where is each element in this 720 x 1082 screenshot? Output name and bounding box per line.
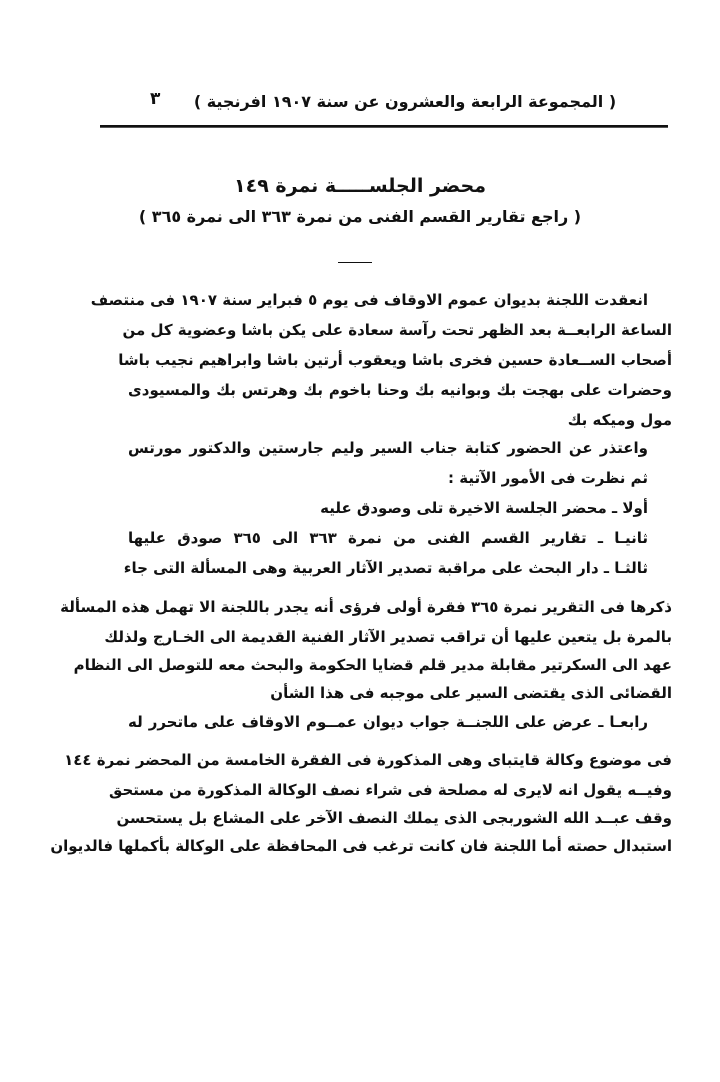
text-line: ذكرها فى التقرير نمرة ٣٦٥ فقرة أولى فرؤى أنه يجدر باللجنة الا تهمل هذه المسألة <box>60 598 672 616</box>
text-line: فى موضوع وكالة قايتباى وهى المذكورة فى الفقرة الخامسة من المحضر نمرة ١٤٤ <box>64 751 672 769</box>
text-line: ثالثـا ـ دار البحث على مراقبة تصدير الآثار العربية وهى المسألة التى جاء <box>123 559 648 577</box>
text-line: مول وميكه بك <box>567 411 672 429</box>
header-rule <box>100 125 668 128</box>
text-line: رابعـا ـ عرض على اللجنــة جواب ديوان عمــوم الاوقاف على ماتحرر له <box>128 713 648 731</box>
title-divider <box>338 262 372 263</box>
page-number: ٣ <box>150 89 161 109</box>
text-line: أصحاب الســعادة حسين فخرى باشا ويعقوب أرتين باشا وابراهيم نجيب باشا <box>118 351 672 369</box>
text-line: بالمرة بل يتعين عليها أن تراقب تصدير الآثار الفنية القديمة الى الخـارج ولذلك <box>104 628 672 646</box>
text-line: الساعة الرابعــة بعد الظهر تحت رآسة سعادة على يكن باشا وعضوية كل من <box>122 321 672 339</box>
text-line: ثم نظرت فى الأمور الآتية : <box>448 469 648 487</box>
running-header: ( المجموعة الرابعة والعشرون عن سنة ١٩٠٧ افرنجية ) <box>193 92 617 111</box>
text-line: استبدال حصته أما اللجنة فان كانت ترغب فى المحافظة على الوكالة بأكملها فالديوان <box>50 837 672 855</box>
text-line: وقف عبــد الله الشوربجى الذى يملك النصف الآخر على المشاع بل يستحسن <box>116 809 672 827</box>
text-line: وحضرات على بهجت بك وبوانيه بك وحنا باخوم بك وهرتس بك والمسيودى <box>128 381 672 399</box>
text-line: عهد الى السكرتير مقابلة مدير قلم قضايا الحكومة والبحث معه للتوصل الى النظام <box>73 656 672 674</box>
text-line: القضائى الذى يقتضى السير على موجبه فى هذا الشأن <box>270 684 672 702</box>
page-title: محضر الجلســـــة نمرة ١٤٩ <box>234 175 486 197</box>
text-line: وفيــه يقول انه لايرى له مصلحة فى شراء نصف الوكالة المذكورة من مستحق <box>108 781 672 799</box>
text-line: أولا ـ محضر الجلسة الاخيرة تلى وصودق عليه <box>320 499 648 517</box>
text-line: ثانيـا ـ تقارير القسم الفنى من نمرة ٣٦٣ الى ٣٦٥ صودق عليها <box>128 529 648 547</box>
page-subtitle: ( راجع تقارير القسم الفنى من نمرة ٣٦٣ الى نمرة ٣٦٥ ) <box>138 207 582 226</box>
text-line: انعقدت اللجنة بديوان عموم الاوقاف فى يوم ٥ فبراير سنة ١٩٠٧ فى منتصف <box>90 291 648 309</box>
text-line: واعتذر عن الحضور كتابة جناب السير وليم جارستين والدكتور مورتس <box>128 439 648 457</box>
